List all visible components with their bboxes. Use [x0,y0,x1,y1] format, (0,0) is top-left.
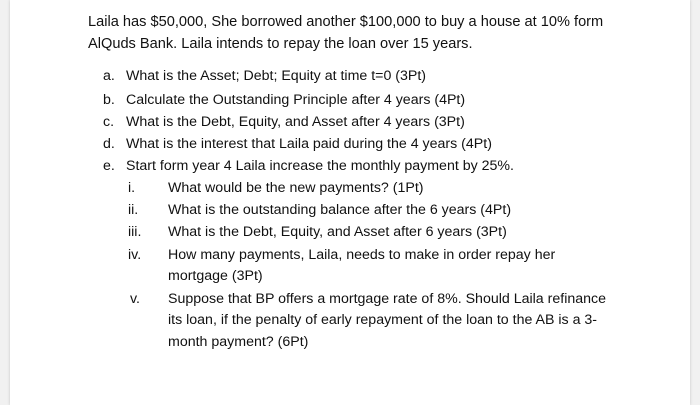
question-text: What is the interest that Laila paid during the 4 years (4Pt) [126,136,492,152]
question-text: Start form year 4 Laila increase the monthly payment by 25%. [126,158,514,174]
subquestion-marker: iv. [128,247,142,263]
problem-statement [88,11,648,55]
question-text: What is the Asset; Debt; Equity at time t=0 (3Pt) [126,68,427,84]
subquestion-text: What is the Debt, Equity, and Asset after 6 years (3Pt) [168,224,507,240]
problem-statement-line-2: AlQuds Bank. Laila intends to repay the loan over 15 years. [88,36,473,52]
question-marker: c. [103,114,115,130]
question-marker: d. [103,136,115,152]
subquestion-text-line-2: mortgage (3Pt) [168,268,263,284]
problem-statement-line-1: Laila has $50,000, She borrowed another $100,000 to buy a house at 10% form [88,14,604,30]
subquestion-marker: i. [128,180,136,196]
subquestion-text-line-1: Suppose that BP offers a mortgage rate of 8%. Should Laila refinance [168,291,606,307]
question-text: What is the Debt, Equity, and Asset after 4 years (3Pt) [126,114,465,130]
subquestion-text-line-1: How many payments, Laila, needs to make in order repay her [168,247,556,263]
subquestion-text-line-2: its loan, if the penalty of early repayment of the loan to the AB is a 3- [168,312,598,328]
subquestion-text: What is the outstanding balance after the 6 years (4Pt) [168,202,512,218]
subquestion-marker: v. [130,291,140,307]
question-marker: a. [103,68,115,84]
question-marker: e. [103,158,115,174]
question-text: Calculate the Outstanding Principle after 4 years (4Pt) [126,92,466,108]
question-marker: b. [103,92,115,108]
document-page [10,0,690,405]
subquestion-marker: iii. [128,224,142,240]
subquestion-text-line-3: month payment? (6Pt) [168,334,309,350]
subquestion-text: What would be the new payments? (1Pt) [168,180,424,196]
subquestion-marker: ii. [128,202,139,218]
